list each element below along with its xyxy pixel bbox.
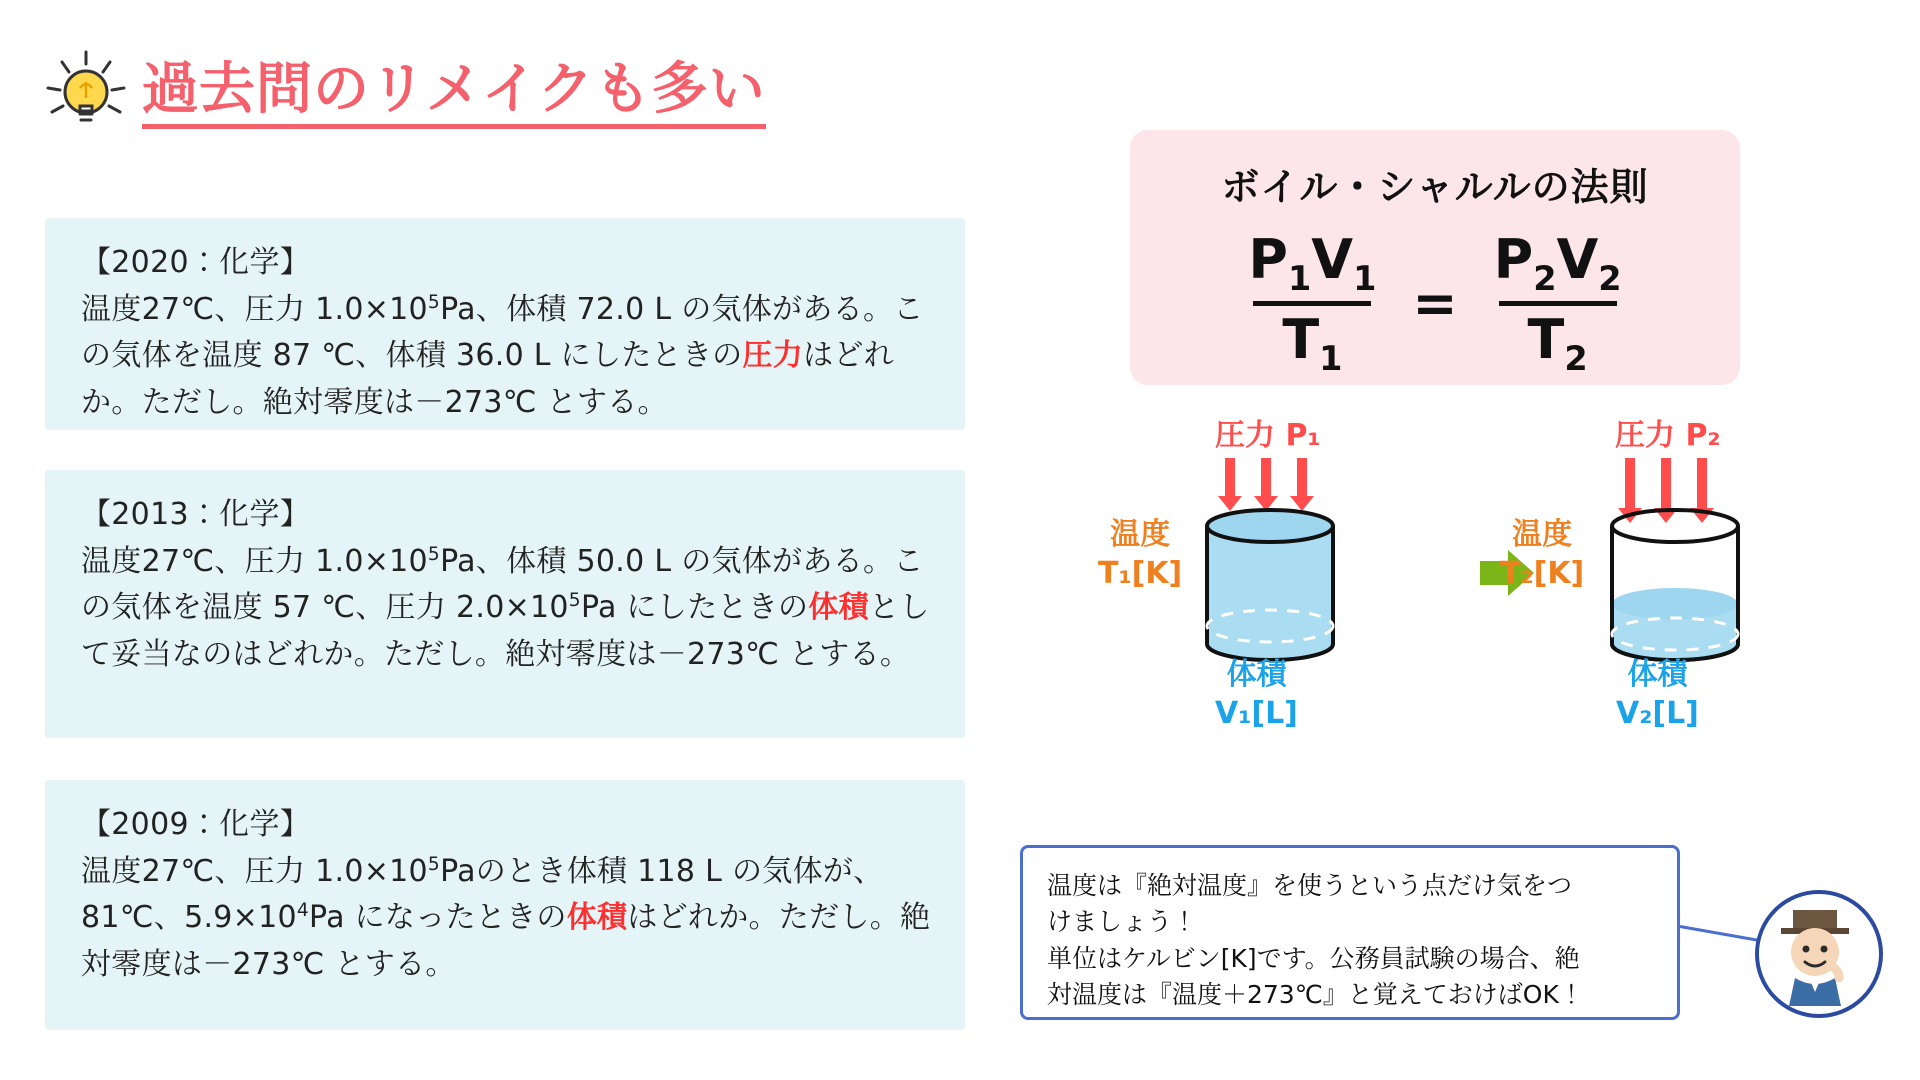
down-arrow-icon <box>1297 458 1307 498</box>
q1-line1-a: 温度27℃、圧力 1.0×10 <box>81 291 428 327</box>
page-title-row <box>40 48 766 140</box>
volume-2-line2: V₂[L] <box>1616 696 1699 731</box>
q2-line1-a: 温度27℃、圧力 1.0×10 <box>81 543 428 579</box>
question-label: 【2009：化学】 <box>81 807 311 842</box>
question-body <box>81 849 935 989</box>
formula-equals-sign: = <box>1412 272 1458 336</box>
callout-tail <box>1680 925 1770 927</box>
formula-p2: P <box>1493 228 1534 291</box>
formula-left-numerator <box>1238 229 1386 298</box>
q2-line3-a: の <box>778 590 809 625</box>
q3-line2-a: 81℃、5.9×10 <box>81 900 297 935</box>
gas-cylinder-diagram <box>1060 400 1860 800</box>
down-arrow-icon <box>1697 458 1707 510</box>
q3-line2-b: Pa になったときの <box>309 900 567 935</box>
q3-line3: し。絶対零度は－273℃ とする。 <box>81 900 931 982</box>
q2-line1-b: Pa、体積 50.0 L の気体があ <box>440 543 833 579</box>
formula-left-fraction <box>1238 229 1386 379</box>
question-card-2009 <box>45 780 965 1030</box>
q3-line1-exponent: 5 <box>427 853 441 875</box>
temperature-2-line1: 温度 <box>1512 517 1573 552</box>
cylinder-2 <box>1600 508 1750 672</box>
q1-line3-b: はどれか。ただし。絶対零度は－273℃ とする。 <box>81 338 894 420</box>
q2-highlight-1: 体積 <box>808 590 869 625</box>
down-arrow-icon <box>1625 458 1635 510</box>
q3-highlight-1: 体積 <box>566 900 628 935</box>
down-arrow-icon <box>1661 458 1671 510</box>
tip-line-2: けましょう！ <box>1047 907 1198 937</box>
q3-line2-exponent: 4 <box>296 900 310 921</box>
tip-line-1: 温度は『絶対温度』を使うという点だけ気をつ <box>1047 871 1573 900</box>
q2-line2-exponent: 5 <box>568 590 581 611</box>
formula-right-numerator <box>1484 229 1632 298</box>
temperature-2-line2: T₂[K] <box>1500 556 1585 591</box>
q3-line2-c: はどれか。ただ <box>627 900 840 935</box>
pressure-arrows-1 <box>1225 458 1307 498</box>
temperature-1-label <box>1098 515 1182 593</box>
q3-line1-a: 温度27℃、圧力 1.0×10 <box>81 853 428 889</box>
volume-2-label <box>1616 655 1699 733</box>
formula-t2-sub: 2 <box>1564 339 1588 379</box>
teacher-avatar-icon <box>1755 890 1883 1018</box>
question-label: 【2013：化学】 <box>81 497 311 532</box>
formula-right-denominator <box>1518 309 1598 378</box>
volume-1-line1: 体積 <box>1226 657 1287 692</box>
temperature-1-line1: 温度 <box>1110 517 1171 552</box>
formula-v2: V <box>1556 228 1599 291</box>
formula-t1-sub: 1 <box>1319 339 1343 379</box>
q2-line1-exponent: 5 <box>427 543 441 565</box>
pressure-2-label: 圧力 P₂ <box>1615 418 1721 453</box>
q1-line1-exponent: 5 <box>427 291 441 313</box>
formula-t1: T <box>1282 308 1320 372</box>
lightbulb-icon <box>40 48 132 140</box>
temperature-2-label <box>1500 515 1584 593</box>
tip-line-3: 単位はケルビン[K]です。公務員試験の場合、絶 <box>1047 943 1580 973</box>
q2-line2-a: る。この気体を温度 57 ℃、圧力 2.0×10 <box>81 543 924 625</box>
formula-left-denominator <box>1272 309 1352 378</box>
down-arrow-icon <box>1225 458 1235 498</box>
q2-line4: －273℃ とする。 <box>656 636 911 672</box>
formula-p1-sub: 1 <box>1287 258 1312 298</box>
law-formula <box>1130 229 1740 379</box>
formula-p1: P <box>1248 228 1288 291</box>
question-body <box>81 287 935 427</box>
formula-v2-sub: 2 <box>1598 258 1622 298</box>
question-label: 【2020：化学】 <box>81 245 311 280</box>
fraction-bar-right <box>1499 301 1617 306</box>
law-title: ボイル・シャルルの法則 <box>1221 165 1649 209</box>
q2-line3-b: として妥当なのはどれか。ただし。絶対零度は <box>81 590 930 672</box>
volume-1-line2: V₁[L] <box>1215 696 1298 731</box>
formula-v1-sub: 1 <box>1353 258 1377 298</box>
q1-highlight-1: 圧 <box>742 338 773 373</box>
volume-1-label <box>1215 655 1298 733</box>
formula-right-fraction <box>1484 229 1632 379</box>
q3-line1-b: Paのとき体積 118 L の気体が、 <box>440 853 884 889</box>
q1-highlight-2: 力 <box>772 338 804 373</box>
temperature-1-line2: T₁[K] <box>1098 556 1183 591</box>
tip-line-4: 対温度は『温度＋273℃』と覚えておけばOK！ <box>1047 979 1584 1009</box>
fraction-bar-left <box>1253 301 1371 306</box>
volume-2-line1: 体積 <box>1627 657 1688 692</box>
question-body <box>81 539 935 679</box>
pressure-arrows-2 <box>1625 458 1707 510</box>
cylinder-1 <box>1195 508 1345 672</box>
q1-line1-b: Pa、体積 72.0 L の気体があ <box>440 291 833 327</box>
boyle-charles-law-box <box>1130 130 1740 385</box>
q2-line2-b: Pa にしたとき <box>580 590 779 625</box>
formula-p2-sub: 2 <box>1533 258 1557 298</box>
question-card-2013 <box>45 470 965 738</box>
formula-v1: V <box>1311 228 1354 291</box>
tip-callout-box <box>1020 845 1680 1020</box>
formula-t2: T <box>1527 308 1565 372</box>
down-arrow-icon <box>1261 458 1271 498</box>
question-card-2020 <box>45 218 965 430</box>
page-title: 過去問のリメイクも多い <box>142 59 766 130</box>
q1-line2-a: る。この気体を温度 87 ℃、体積 36.0 L にしたときの <box>81 291 924 373</box>
pressure-1-label: 圧力 P₁ <box>1215 418 1321 453</box>
